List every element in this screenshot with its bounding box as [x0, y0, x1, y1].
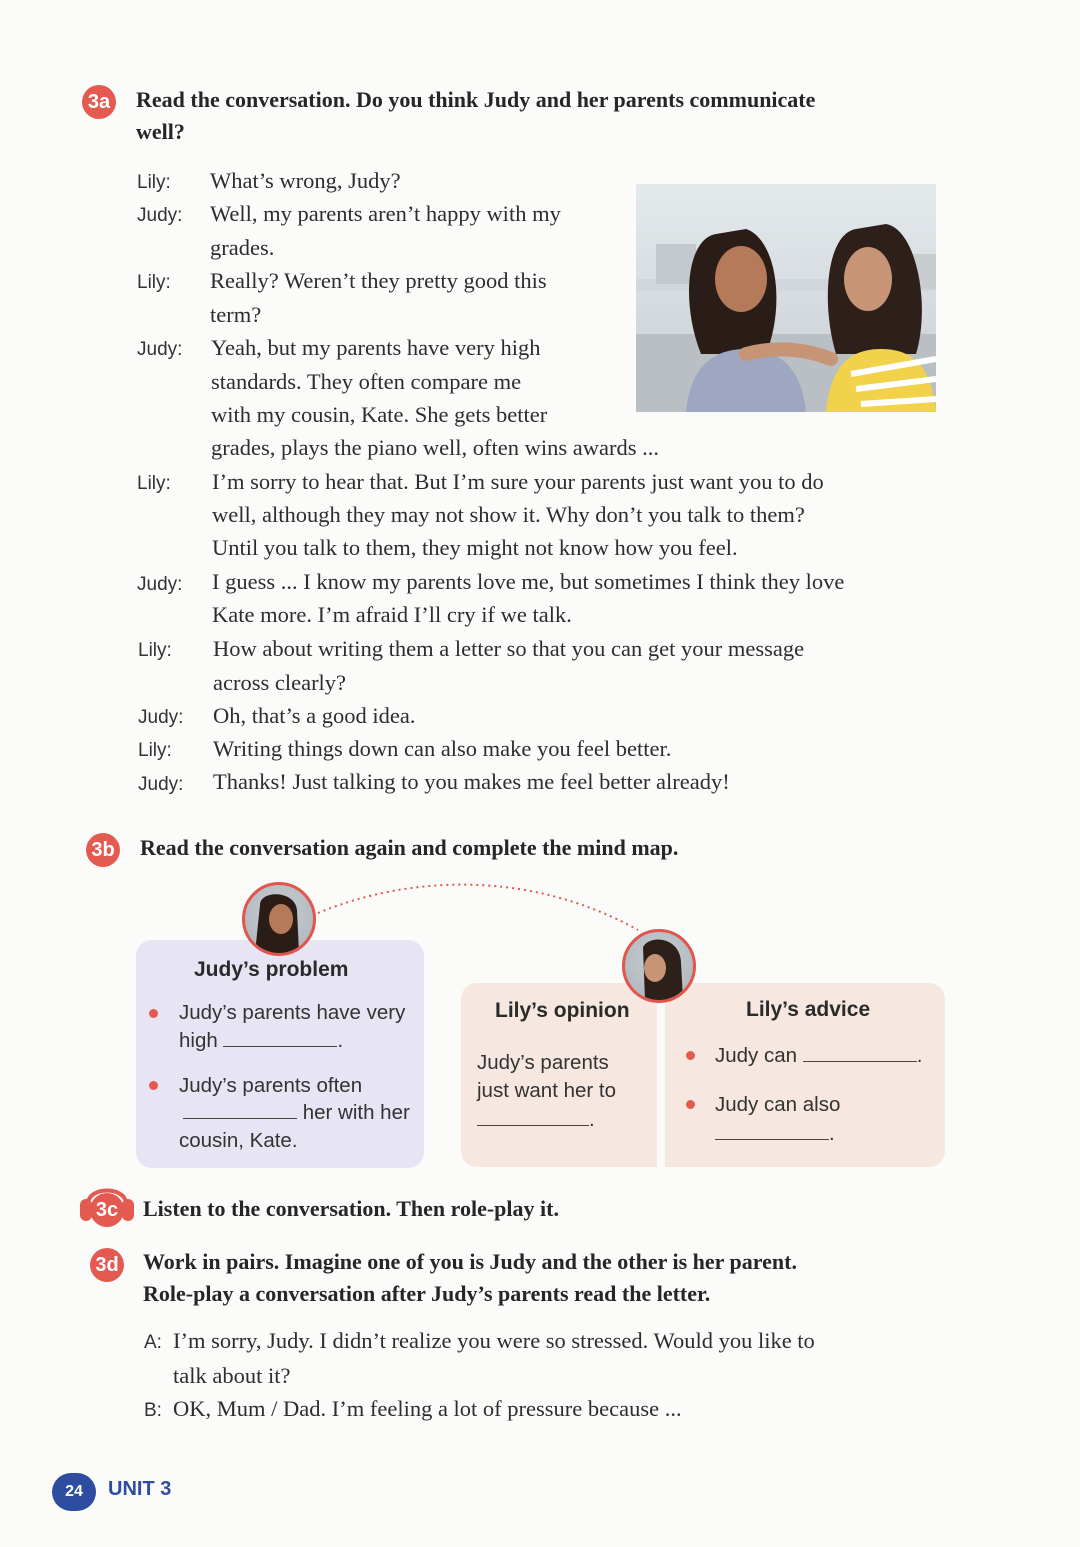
dialogue-line: Thanks! Just talking to you makes me feel better already!	[213, 769, 730, 794]
advice-bullet2: Judy can also	[715, 1093, 841, 1116]
bullet-dot	[686, 1051, 695, 1060]
blank-period: .	[337, 1029, 344, 1052]
instruction-3a-line1: Read the conversation. Do you think Judy and her parents communicate	[136, 87, 816, 112]
problem-bullet1-line2	[179, 1027, 343, 1055]
speaker-label: Lily:	[137, 272, 171, 293]
speaker-label: Judy:	[137, 574, 183, 595]
bullet-dot	[149, 1081, 158, 1090]
badge-3c: 3c	[90, 1193, 124, 1227]
advice-title: Lily’s advice	[746, 998, 871, 1021]
problem-bullet1-word: high	[179, 1029, 218, 1052]
instruction-3d-line1: Work in pairs. Imagine one of you is Judy and the other is her parent.	[143, 1249, 797, 1274]
speaker-a-line1: I’m sorry, Judy. I didn’t realize you were so stressed. Would you like to	[173, 1328, 815, 1353]
dialogue-line: well, although they may not show it. Why don’t you talk to them?	[212, 502, 805, 527]
speaker-label: Judy:	[137, 339, 183, 360]
opinion-title: Lily’s opinion	[495, 999, 630, 1022]
advice-bullet1	[715, 1042, 922, 1070]
speaker-label: Judy:	[138, 707, 184, 728]
dialogue-line: I’m sorry to hear that. But I’m sure your parents just want you to do	[212, 469, 824, 494]
dialogue-line: Really? Weren’t they pretty good this	[210, 268, 547, 293]
advice-bullet2-line2	[715, 1120, 835, 1148]
page-number: 24	[52, 1473, 96, 1511]
dialogue-line: Writing things down can also make you feel better.	[213, 736, 672, 761]
instruction-3d-line2: Role-play a conversation after Judy’s parents read the letter.	[143, 1281, 711, 1306]
blank-period: .	[916, 1044, 923, 1067]
judy-avatar	[242, 882, 316, 956]
dialogue-line: What’s wrong, Judy?	[210, 168, 401, 193]
instruction-3b: Read the conversation again and complete the mind map.	[140, 835, 679, 860]
speaker-label: Lily:	[137, 172, 171, 193]
badge-3a: 3a	[82, 85, 116, 119]
lily-avatar	[622, 929, 696, 1003]
dialogue-line: How about writing them a letter so that you can get your message	[213, 636, 805, 661]
judy-avatar-image	[245, 885, 313, 953]
dialogue-line: Until you talk to them, they might not know how you feel.	[212, 535, 738, 560]
dialogue-line: grades.	[210, 235, 275, 260]
problem-blank-2[interactable]	[183, 1100, 297, 1119]
photo-illustration	[636, 184, 936, 412]
dialogue-line: across clearly?	[213, 670, 347, 695]
instruction-3c: Listen to the conversation. Then role-play it.	[143, 1196, 559, 1221]
speaker-label: Judy:	[137, 205, 183, 226]
badge-3d: 3d	[90, 1248, 124, 1282]
dialogue-line: with my cousin, Kate. She gets better	[211, 402, 548, 427]
dialogue-line: Yeah, but my parents have very high	[211, 335, 541, 360]
instruction-3a-line2: well?	[136, 119, 185, 144]
dialogue-line: I guess ... I know my parents love me, but sometimes I think they love	[212, 569, 845, 594]
problem-blank-1[interactable]	[223, 1028, 337, 1047]
photo-two-girls	[636, 184, 936, 412]
headphone-ear-left	[80, 1199, 92, 1221]
problem-bullet2-line2	[183, 1099, 410, 1127]
lily-avatar-image	[625, 932, 693, 1000]
advice-blank-2[interactable]	[715, 1121, 829, 1140]
problem-bullet2-line3: cousin, Kate.	[179, 1129, 298, 1152]
advice-bullet1-text: Judy can	[715, 1044, 798, 1067]
headphone-ear-right	[122, 1199, 134, 1221]
badge-3b: 3b	[86, 833, 120, 867]
opinion-line3	[477, 1106, 595, 1134]
speaker-a-label: A:	[144, 1332, 162, 1353]
speaker-label: Lily:	[138, 640, 172, 661]
dialogue-line: Well, my parents aren’t happy with my	[210, 201, 561, 226]
problem-bullet1-line1: Judy’s parents have very	[179, 1001, 406, 1024]
problem-bullet2-line1: Judy’s parents often	[179, 1074, 363, 1097]
speaker-b-label: B:	[144, 1400, 162, 1421]
opinion-line1: Judy’s parents	[477, 1051, 609, 1074]
dialogue-line: Kate more. I’m afraid I’ll cry if we talk.	[212, 602, 572, 627]
speaker-label: Judy:	[138, 774, 184, 795]
dialogue-line: term?	[210, 302, 262, 327]
speaker-label: Lily:	[138, 740, 172, 761]
blank-period: .	[829, 1122, 835, 1145]
dialogue-line: Oh, that’s a good idea.	[213, 703, 416, 728]
bullet-dot	[686, 1100, 695, 1109]
speaker-label: Lily:	[137, 473, 171, 494]
problem-bullet2-text: her with her	[302, 1101, 410, 1124]
dialogue-line: standards. They often compare me	[211, 369, 522, 394]
advice-blank-1[interactable]	[803, 1043, 917, 1062]
blank-period: .	[589, 1108, 595, 1131]
unit-label: UNIT 3	[108, 1478, 172, 1500]
bullet-dot	[149, 1009, 158, 1018]
dialogue-line: grades, plays the piano well, often wins awards ...	[211, 435, 660, 460]
speaker-a-line2: talk about it?	[173, 1363, 291, 1388]
problem-title: Judy’s problem	[194, 958, 349, 981]
opinion-blank[interactable]	[477, 1107, 589, 1126]
box-divider	[657, 983, 665, 1167]
speaker-b-line1: OK, Mum / Dad. I’m feeling a lot of pressure because ...	[173, 1396, 682, 1421]
opinion-line2: just want her to	[477, 1079, 617, 1102]
